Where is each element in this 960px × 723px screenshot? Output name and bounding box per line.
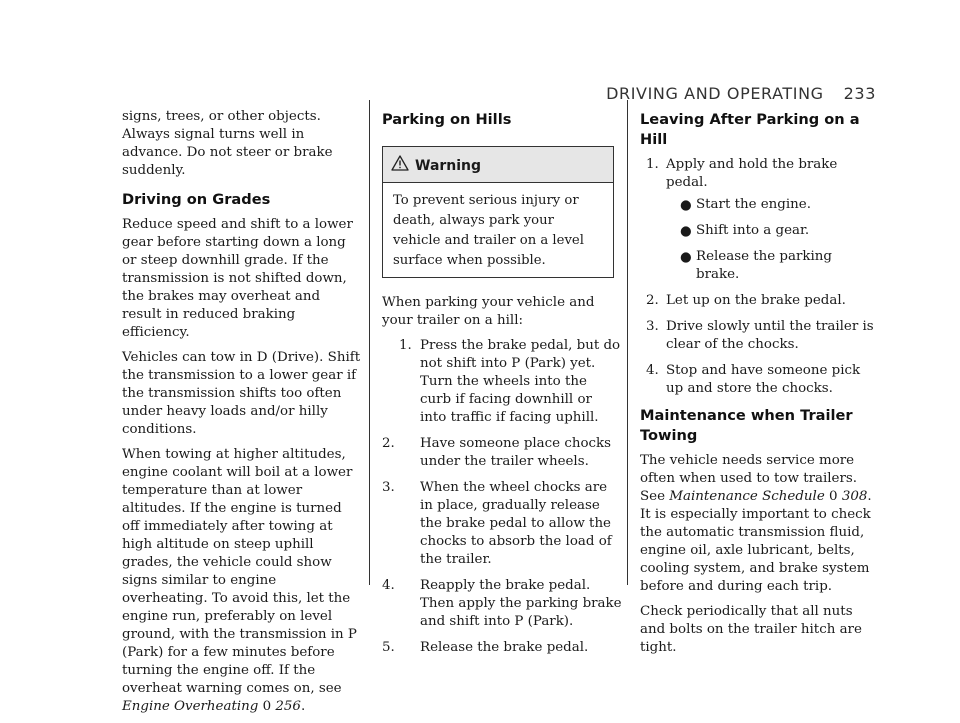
step-number: 3.: [382, 480, 395, 495]
step-text: Have someone place chocks under the trailer wheels.: [420, 436, 612, 469]
maintenance-schedule-link[interactable]: Maintenance Schedule: [669, 489, 825, 504]
step-text: Apply and hold the brake pedal.: [666, 157, 838, 190]
step-number: 1.: [646, 157, 659, 172]
list-item: [382, 435, 622, 471]
column-divider-2: [627, 100, 628, 585]
col1-paragraph-2: Vehicles can tow in D (Drive). Shift the transmission to a lower gear if the transmission shifts too often under heavy loads and/or hilly conditions.: [122, 350, 361, 437]
bullet-icon: ●: [680, 197, 692, 213]
heading-maintenance-trailer-towing: Maintenance when Trailer Towing: [640, 407, 853, 444]
list-item: [382, 577, 622, 631]
col1-paragraph-3-text: When towing at higher altitudes, engine coolant will boil at a lower temperature than at lower altitudes. If the engine is turned off immediately after towing at high altitude on steep uphill grades, the vehicle could show signs similar to engine overheating. To avoid this, let the engine run, preferably on level ground, with the transmission in P (Park) for a few minutes before turning the engine off. If the overheat warning comes on, see: [122, 447, 357, 696]
col1-paragraph-3-end: .: [300, 699, 306, 714]
step-text: When the wheel chocks are in place, gradually release the brake pedal to allow the chocks to absorb the load of the trailer.: [420, 480, 612, 567]
col2-intro-paragraph: When parking your vehicle and your trailer on a hill:: [382, 295, 595, 328]
step-number: 4.: [646, 363, 659, 378]
col3-paragraph-2: Check periodically that all nuts and bolts on the trailer hitch are tight.: [640, 604, 862, 655]
col3-paragraph-1: [640, 452, 878, 596]
step-text: Let up on the brake pedal.: [666, 293, 846, 308]
list-item: [640, 318, 878, 354]
maintenance-schedule-page-ref[interactable]: 308: [841, 489, 868, 504]
warning-header: [383, 147, 613, 183]
engine-overheating-page-ref[interactable]: 256: [275, 699, 301, 714]
heading-parking-on-hills: Parking on Hills: [382, 111, 512, 128]
heading-driving-on-grades: Driving on Grades: [122, 191, 271, 208]
col3-paragraph-1-text: The vehicle needs service more often when used to tow trailers. See: [640, 453, 857, 504]
list-item: [666, 222, 878, 240]
column-2: [382, 108, 622, 665]
step-number: 2.: [646, 293, 659, 308]
list-item: [382, 337, 622, 427]
col1-paragraph-3: [122, 446, 362, 716]
engine-overheating-link[interactable]: Engine Overheating: [122, 699, 259, 714]
step-number: 3.: [646, 319, 659, 334]
step-number: 2.: [382, 436, 395, 451]
list-item: [666, 248, 878, 284]
parking-steps-list: [382, 337, 622, 657]
sub-bullet-list: [666, 196, 878, 284]
section-title: DRIVING AND OPERATING: [606, 84, 824, 103]
page-ref-arrow-icon: 0: [262, 699, 272, 714]
bullet-text: Start the engine.: [696, 197, 811, 212]
bullet-text: Shift into a gear.: [696, 223, 810, 238]
step-text: Release the brake pedal.: [420, 640, 589, 655]
warning-title: Warning: [415, 157, 482, 174]
step-text: Reapply the brake pedal. Then apply the parking brake and shift into P (Park).: [420, 578, 622, 629]
list-item: [640, 362, 878, 398]
bullet-icon: ●: [680, 249, 692, 265]
warning-triangle-icon: [391, 155, 409, 176]
bullet-text: Release the parking brake.: [696, 249, 832, 282]
page-ref-arrow-icon: 0: [829, 489, 838, 504]
list-item: [382, 639, 622, 657]
column-divider-1: [369, 100, 370, 585]
column-3: [640, 108, 878, 664]
leaving-steps-list: [640, 156, 878, 398]
warning-box: [382, 146, 614, 278]
list-item: [666, 196, 878, 214]
col1-intro-paragraph: signs, trees, or other objects. Always signal turns well in advance. Do not steer or brake suddenly.: [122, 109, 333, 178]
col1-paragraph-1: Reduce speed and shift to a lower gear before starting down a long or steep downhill grade. If the transmission is not shifted down, the brakes may overheat and result in reduced braking efficiency.: [122, 217, 353, 340]
bullet-icon: ●: [680, 223, 692, 239]
column-1: [122, 108, 362, 723]
step-number: 4.: [382, 578, 395, 593]
page-header: [606, 84, 876, 103]
col3-paragraph-1-rest: . It is especially important to check the automatic transmission fluid, engine oil, axle lubricant, belts, cooling system, and brake system before and during each trip.: [640, 489, 872, 594]
heading-leaving-after-parking: Leaving After Parking on a Hill: [640, 111, 860, 148]
list-item: [382, 479, 622, 569]
list-item: [640, 156, 878, 284]
step-text: Stop and have someone pick up and store the chocks.: [666, 363, 861, 396]
step-text: Press the brake pedal, but do not shift into P (Park) yet. Turn the wheels into the curb if facing downhill or into traffic if facing uphill.: [420, 338, 621, 425]
step-text: Drive slowly until the trailer is clear of the chocks.: [666, 319, 874, 352]
step-number: 1.: [399, 338, 412, 353]
step-number: 5.: [382, 640, 395, 655]
list-item: [640, 292, 878, 310]
warning-text: To prevent serious injury or death, always park your vehicle and trailer on a level surface when possible.: [393, 193, 584, 268]
page-number: 233: [843, 84, 876, 103]
